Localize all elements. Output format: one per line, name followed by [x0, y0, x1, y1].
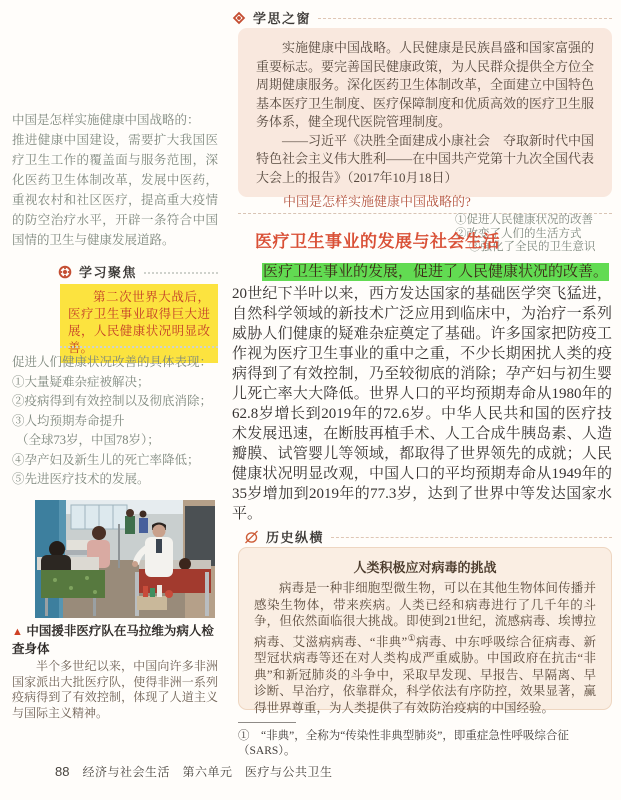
lishi-title: 历史纵横: [266, 530, 325, 545]
lishi-box-text: [254, 580, 596, 716]
xuesi-ornament-icon: [232, 11, 246, 25]
caption-triangle-marker: ▲: [12, 626, 23, 638]
list-line: ①大量疑难杂症被解决；: [12, 374, 150, 389]
quote-attribution: ——习近平《决胜全面建成小康社会 夺取新时代中国特色社会主义伟大胜利——在中国共产党第十九次全国代表大会上的报告》（2017年10月18日）: [256, 132, 595, 185]
focus-dotted-line: [144, 272, 218, 274]
lishi-box: [238, 547, 612, 715]
photo-caption: [12, 623, 218, 658]
lishi-dash-line: [331, 537, 612, 538]
footnote-text: ① “非典”，全称为“传染性非典型肺炎”，即重症急性呼吸综合征（SARS）。: [238, 730, 569, 757]
caption-text: 中国援非医疗队在马拉维为病人检查身体: [12, 624, 214, 656]
footnote-divider: [238, 722, 296, 723]
lishi-text-2: 病毒、中东呼吸综合征病毒、新型冠状病毒等还在对人类构成严重威胁。中国政府在抗击“非典”和新冠肺炎的斗争中，采取早发现、早报告、早隔离、早诊断、早治疗，依靠群众，科学依法有序防控，效果显著，赢得世界尊重，为人类提供了有效防治疫病的中国经验。: [254, 634, 596, 715]
green-highlight: 医疗卫生事业的发展，促进了人民健康状况的改善。: [263, 264, 609, 280]
list-line: （全球73岁，中国78岁）；: [16, 433, 160, 447]
quote-text: 实施健康中国战略。人民健康是民族昌盛和国家富强的重要标志。要完善国民健康政策，为人民群众提供全方位全周期健康服务。深化医药卫生体制改革，全面建立中国特色基本医疗卫生制度、医疗保障制度和优质高效的医疗卫生服务体系，健全现代医院管理制度。: [256, 40, 595, 129]
list-line: ③人均预期寿命提升: [12, 413, 125, 428]
focus-title: 学习聚焦: [79, 265, 138, 280]
key-sentence-line: [232, 262, 612, 282]
annotation-line: ①促进人民健康状况的改善: [455, 214, 593, 226]
page-number: 88: [55, 764, 70, 779]
body-paragraph: 20世纪下半叶以来，西方发达国家的基础医学突飞猛进，自然科学领域的新技术广泛应用到临床中，为治疗一系列威胁人们健康的疑难杂症奠定了基础。许多国家把防疫工作视为医疗卫生事业的重中之重，不少长期困扰人类的疫病得到了有效控制，乃至较彻底的消除；孕产妇与初生婴儿死亡率大大降低。世界人口的平均预期寿命从1980年的62.8岁增长到2019年的72.6岁。中华人民共和国的医疗技术发展迅速，在断肢再植手术、人工合成牛胰岛素、人造瓣膜、试管婴儿等领域，都取得了世界领先的成就；人民健康状况明显改观，中国人口的平均预期寿命从1949年的35岁增加到2019年的77.3岁，达到了世界中等发达国家水平。: [232, 286, 612, 522]
footer-book-title: 经济与社会生活 第六单元 医疗与公共卫生: [82, 765, 333, 779]
list-line: ⑤先进医疗技术的发展。: [12, 472, 150, 486]
section-heading: 医疗卫生事业的发展与社会生活: [255, 232, 500, 251]
xuesi-title: 学思之窗: [253, 11, 312, 26]
focus-text: 第二次世界大战后，医疗卫生事业取得巨大进展，人民健康状况明显改善。: [68, 290, 210, 355]
focus-highlight-box: [60, 284, 218, 363]
xuesi-header: [232, 8, 612, 27]
lishi-header: [244, 527, 612, 546]
xuesi-quote-box: [238, 28, 612, 197]
focus-bottom-dotted-line: [60, 346, 218, 348]
margin-note-answer: 推进健康中国建设，需要扩大我国医疗卫生工作的覆盖面与服务范围，深化医药卫生体制改革，发展中医药，重视农村和社区医疗，提高重大疫情的防空治疗水平，开辟一条符合中国国情的卫生与健康发展道路。: [12, 133, 218, 247]
focus-ornament-icon: [58, 265, 72, 279]
lishi-text-1: 病毒是一种非细胞型微生物，可以在其他生物体间传播并感染生物体，带来疾病。人类已经和病毒进行了几千年的斗争，但依然面临很大挑战。即使到21世纪，流感病毒、埃博拉病毒、艾滋病病毒、“非典”: [254, 581, 596, 649]
list-line: ④孕产妇及新生儿的死亡率降低；: [12, 452, 200, 467]
lishi-box-title: 人类积极应对病毒的挑战: [353, 560, 497, 575]
margin-note-improvements-list: [12, 353, 218, 490]
margin-note-question: 中国是怎样实施健康中国战略的：: [12, 113, 200, 127]
list-line: ②疫病得到有效控制以及彻底消除；: [12, 394, 213, 408]
annotation-line: ②改变了人们的生活方式: [455, 227, 582, 240]
annotation-line: ③强化了全民的卫生意识: [469, 241, 596, 253]
footnote-ref-mark: ①: [407, 632, 417, 643]
xuesi-dash-line: [318, 18, 612, 19]
photo-note: 半个多世纪以来，中国向许多非洲国家派出大批医疗队，使得非洲一系列疫病得到了有效控制，体现了人道主义与国际主义精神。: [12, 659, 218, 720]
page-footer: [55, 763, 332, 780]
ward-photo: [35, 500, 215, 618]
ward-photo-illustration: [35, 500, 215, 618]
lishi-slash-circle-icon: [244, 530, 259, 544]
xuesi-question: 中国是怎样实施健康中国战略的?: [283, 194, 471, 209]
list-line: 促进人们健康状况改善的具体表现：: [12, 355, 213, 369]
margin-note-health-strategy: [12, 110, 218, 250]
focus-header: [58, 262, 218, 281]
